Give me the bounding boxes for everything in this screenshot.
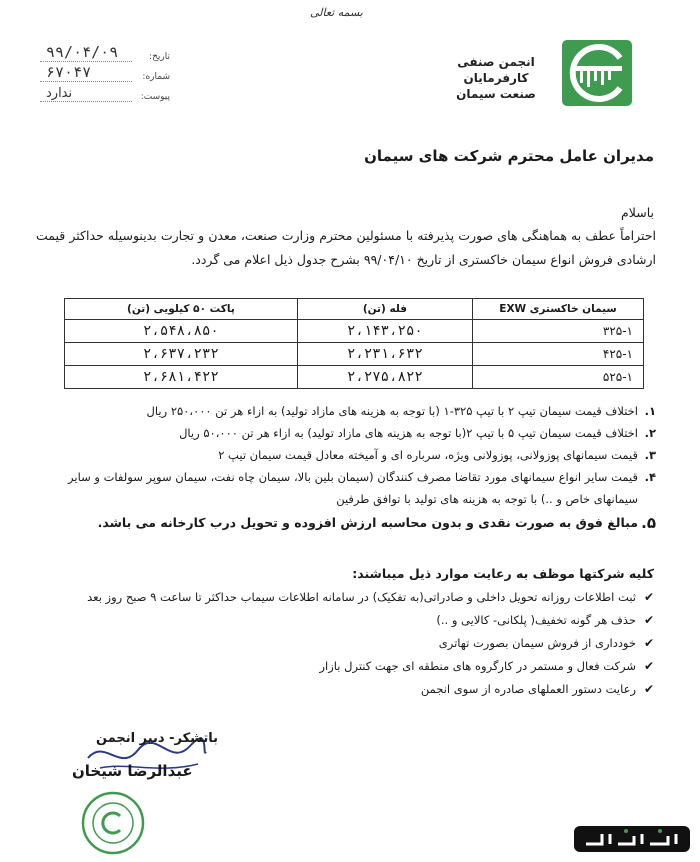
attachment-row [40,82,170,102]
bulk-price: ۲،۲۳۱،۶۳۲ [297,343,472,366]
site-watermark-logo [572,822,692,856]
note-item [38,422,658,444]
table-row [65,320,644,343]
number-value: ۶۷۰۴۷ [40,63,132,82]
number-row [40,62,170,82]
attachment-value: ندارد [40,86,132,102]
obligation-text: رعایت دستور العملهای صادره از سوی انجمن [420,682,636,696]
list-item [36,655,656,678]
note-text: قیمت سیمانهای پوزولانی، پوزولانی ویژه، سرباره ای و آمیخته معادل قیمت سیمان تیپ ۲ [218,448,638,462]
signatory-name: عبدالرضا شیخان [72,762,193,780]
obligations-list [36,586,656,701]
bulk-price: ۲،۱۴۳،۲۵۰ [297,320,472,343]
official-stamp-icon [80,790,146,856]
table-row [65,366,644,389]
cement-type: ۵۲۵-۱ [473,366,644,389]
obligation-text: شرکت فعال و مستمر در کارگروه های منطقه ای جهت کنترل بازار [319,659,636,673]
note-number: ۳. [644,448,656,462]
note-text: اختلاف قیمت سیمان تیپ ۵ با تیپ ۲(با توجه به هزینه های مازاد تولید) به ازاء هر تن ۵۰،۰۰۰ ریال [179,426,638,440]
invocation: بسمه تعالی [310,6,363,19]
attachment-label: پیوست: [140,92,170,102]
price-table [64,298,644,389]
note-text: مبالغ فوق به صورت نقدی و بدون محاسبه ارزش افزوده و تحویل درب کارخانه می باشد. [97,515,638,530]
note-item [38,444,658,466]
cement-logo-icon [562,40,632,106]
table-row [65,343,644,366]
packet-price: ۲،۶۸۱،۴۲۲ [65,366,298,389]
packet-price: ۲،۵۴۸،۸۵۰ [65,320,298,343]
list-item [36,632,656,655]
list-item [36,609,656,632]
check-icon: ✔ [643,659,654,673]
notes-list [38,400,658,534]
header-type: سیمان خاکستری EXW [473,299,644,320]
note-item [38,466,658,510]
note-text: قیمت سایر انواع سیمانهای مورد تقاضا مصرف کنندگان (سیمان بلین بالا، سیمان چاه نفت، سیمان سوپر سولفات و سایر سیمانهای خاص و ..) با توجه به هزینه های تولید با توافق طرفین [68,470,638,506]
header-bulk: فله (تن) [297,299,472,320]
list-item [36,678,656,701]
obligation-text: حذف هر گونه تخفیف( پلکانی- کالایی و ..) [436,613,636,627]
recipient: مدیران عامل محترم شرکت های سیمان [364,147,654,165]
note-text: اختلاف قیمت سیمان تیپ ۲ با تیپ ۳۲۵-۱ (با توجه به هزینه های مازاد تولید) به ازاء هر تن ۲۵۰،۰۰۰ ریال [146,404,638,418]
letter-body: احتراماً عطف به هماهنگی های صورت پذیرفته با مسئولین محترم وزارت صنعت، معدن و تجارت بدینوسیله حداکثر قیمت ارشادی فروش انواع سیمان خاکستری از تاریخ ۹۹/۰۴/۱۰ بشرح جدول ذیل اعلام می گردد. [36,228,656,267]
date-row [40,42,170,62]
association-name-line: انجمن صنفی [457,55,535,69]
note-item [38,400,658,422]
association-logo [562,40,632,106]
cement-type: ۴۲۵-۱ [473,343,644,366]
obligation-text: ثبت اطلاعات روزانه تحویل داخلی و صادراتی(به تفکیک) در سامانه اطلاعات سیماب حداکثر تا ساعت ۹ صبح روز بعد [87,590,636,604]
association-name [440,54,552,102]
letter-meta [40,42,170,102]
note-number: ۱. [644,404,656,418]
check-icon: ✔ [643,613,654,627]
note-item [38,512,658,534]
header-packet: پاکت ۵۰ کیلویی (تن) [65,299,298,320]
note-number: ۴. [644,470,656,484]
list-item [36,586,656,609]
number-label: شماره: [142,72,170,82]
note-number: ۵. [641,514,656,532]
date-label: تاریخ: [149,52,170,62]
association-name-line: کارفرمایان [463,71,529,85]
table-header-row [65,299,644,320]
greeting: باسلام [621,205,654,220]
obligations-title: کلیه شرکتها موظف به رعایت موارد ذیل میباشند: [352,566,654,581]
association-name-line: صنعت سیمان [456,87,536,101]
note-number: ۲. [644,426,656,440]
obligation-text: خودداری از فروش سیمان بصورت تهاتری [438,636,636,650]
check-icon: ✔ [643,590,654,604]
check-icon: ✔ [643,682,654,696]
bulk-price: ۲،۲۷۵،۸۲۲ [297,366,472,389]
packet-price: ۲،۶۳۷،۲۳۲ [65,343,298,366]
signatory-role: باتشکر- دبیر انجمن [96,731,219,746]
check-icon: ✔ [643,636,654,650]
date-value: ۹۹/۰۴/۰۹ [40,43,132,62]
cement-type: ۳۲۵-۱ [473,320,644,343]
